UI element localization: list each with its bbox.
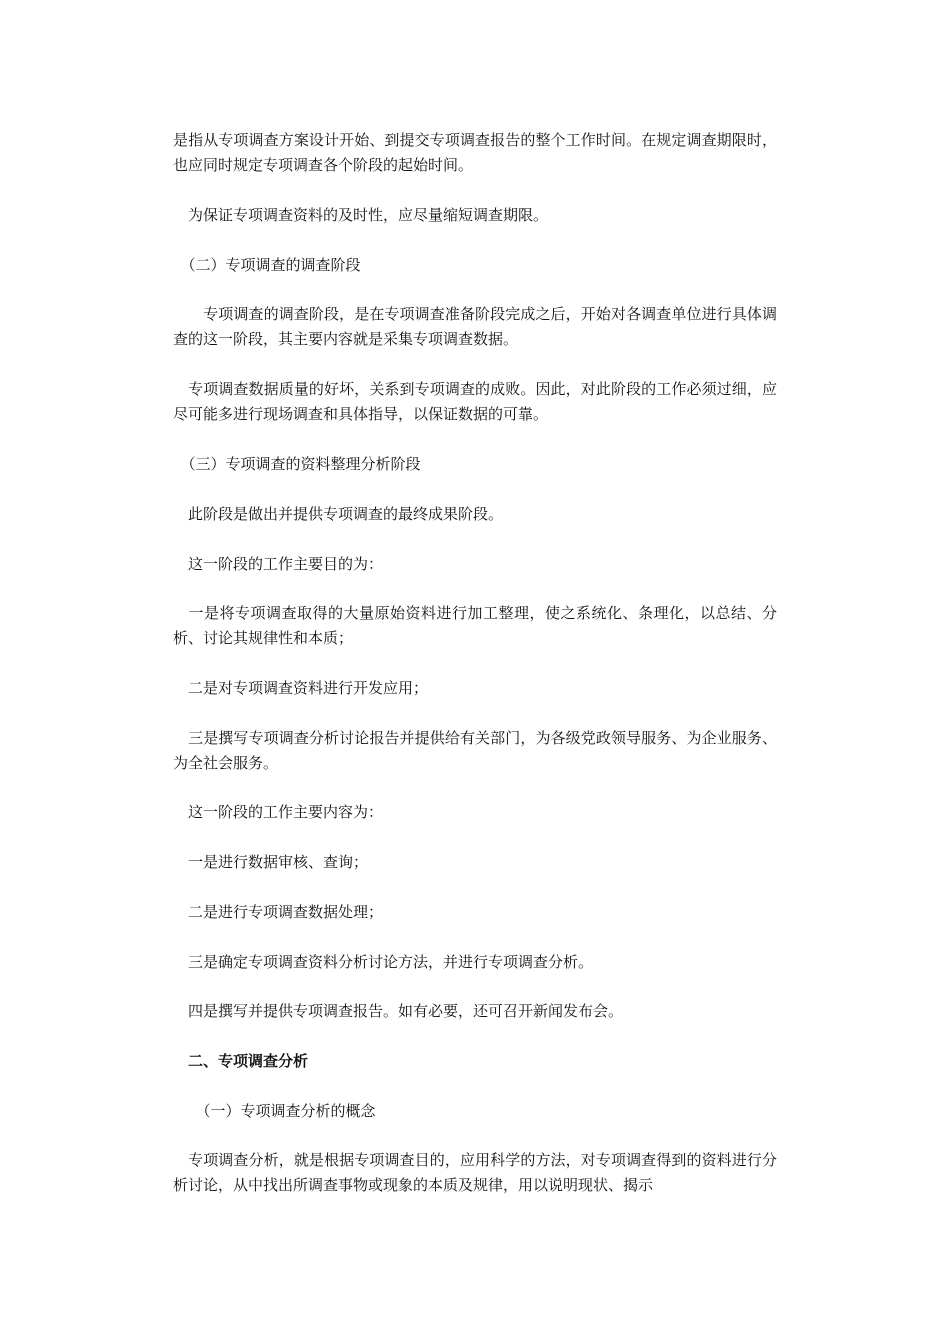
paragraph-content-one: 一是进行数据审核、查询； [173,853,369,871]
paragraph-survey-period: 是指从专项调查方案设计开始、到提交专项调查报告的整个工作时间。在规定调查期限时，也应同时规定专项调查各个阶段的起始时间。 [173,131,777,174]
heading-investigation-stage: （二）专项调查的调查阶段 [173,256,361,274]
paragraph-data-quality: 专项调查数据质量的好坏，关系到专项调查的成败。因此，对此阶段的工作必须过细，应尽可能多进行现场调查和具体指导，以保证数据的可靠。 [173,380,777,423]
paragraph-final-result: 此阶段是做出并提供专项调查的最终成果阶段。 [173,505,504,523]
paragraph-content-three: 三是确定专项调查资料分析讨论方法，并进行专项调查分析。 [173,953,594,971]
paragraph-shorten-period: 为保证专项调查资料的及时性，应尽量缩短调查期限。 [173,206,549,224]
paragraph-analysis-definition: 专项调查分析，就是根据专项调查目的，应用科学的方法，对专项调查得到的资料进行分析讨论，从中找出所调查事物或现象的本质及规律，用以说明现状、揭示 [173,1151,777,1194]
paragraph-content-four: 四是撰写并提供专项调查报告。如有必要，还可召开新闻发布会。 [173,1002,624,1020]
paragraph-content-two: 二是进行专项调查数据处理； [173,903,384,921]
paragraph-investigation-stage: 专项调查的调查阶段，是在专项调查准备阶段完成之后，开始对各调查单位进行具体调查的这一阶段，其主要内容就是采集专项调查数据。 [173,305,777,348]
paragraph-goal-one: 一是将专项调查取得的大量原始资料进行加工整理，使之系统化、条理化，以总结、分析、讨论其规律性和本质； [173,604,777,647]
heading-analysis-concept: （一）专项调查分析的概念 [173,1102,376,1120]
paragraph-stage-content: 这一阶段的工作主要内容为： [173,803,384,821]
section-heading-analysis: 二、专项调查分析 [173,1052,309,1070]
paragraph-goal-three: 三是撰写专项调查分析讨论报告并提供给有关部门，为各级党政领导服务、为企业服务、为全社会服务。 [173,729,777,772]
paragraph-goal-two: 二是对专项调查资料进行开发应用； [173,679,429,697]
paragraph-stage-goals: 这一阶段的工作主要目的为： [173,555,384,573]
heading-analysis-stage: （三）专项调查的资料整理分析阶段 [173,455,421,473]
